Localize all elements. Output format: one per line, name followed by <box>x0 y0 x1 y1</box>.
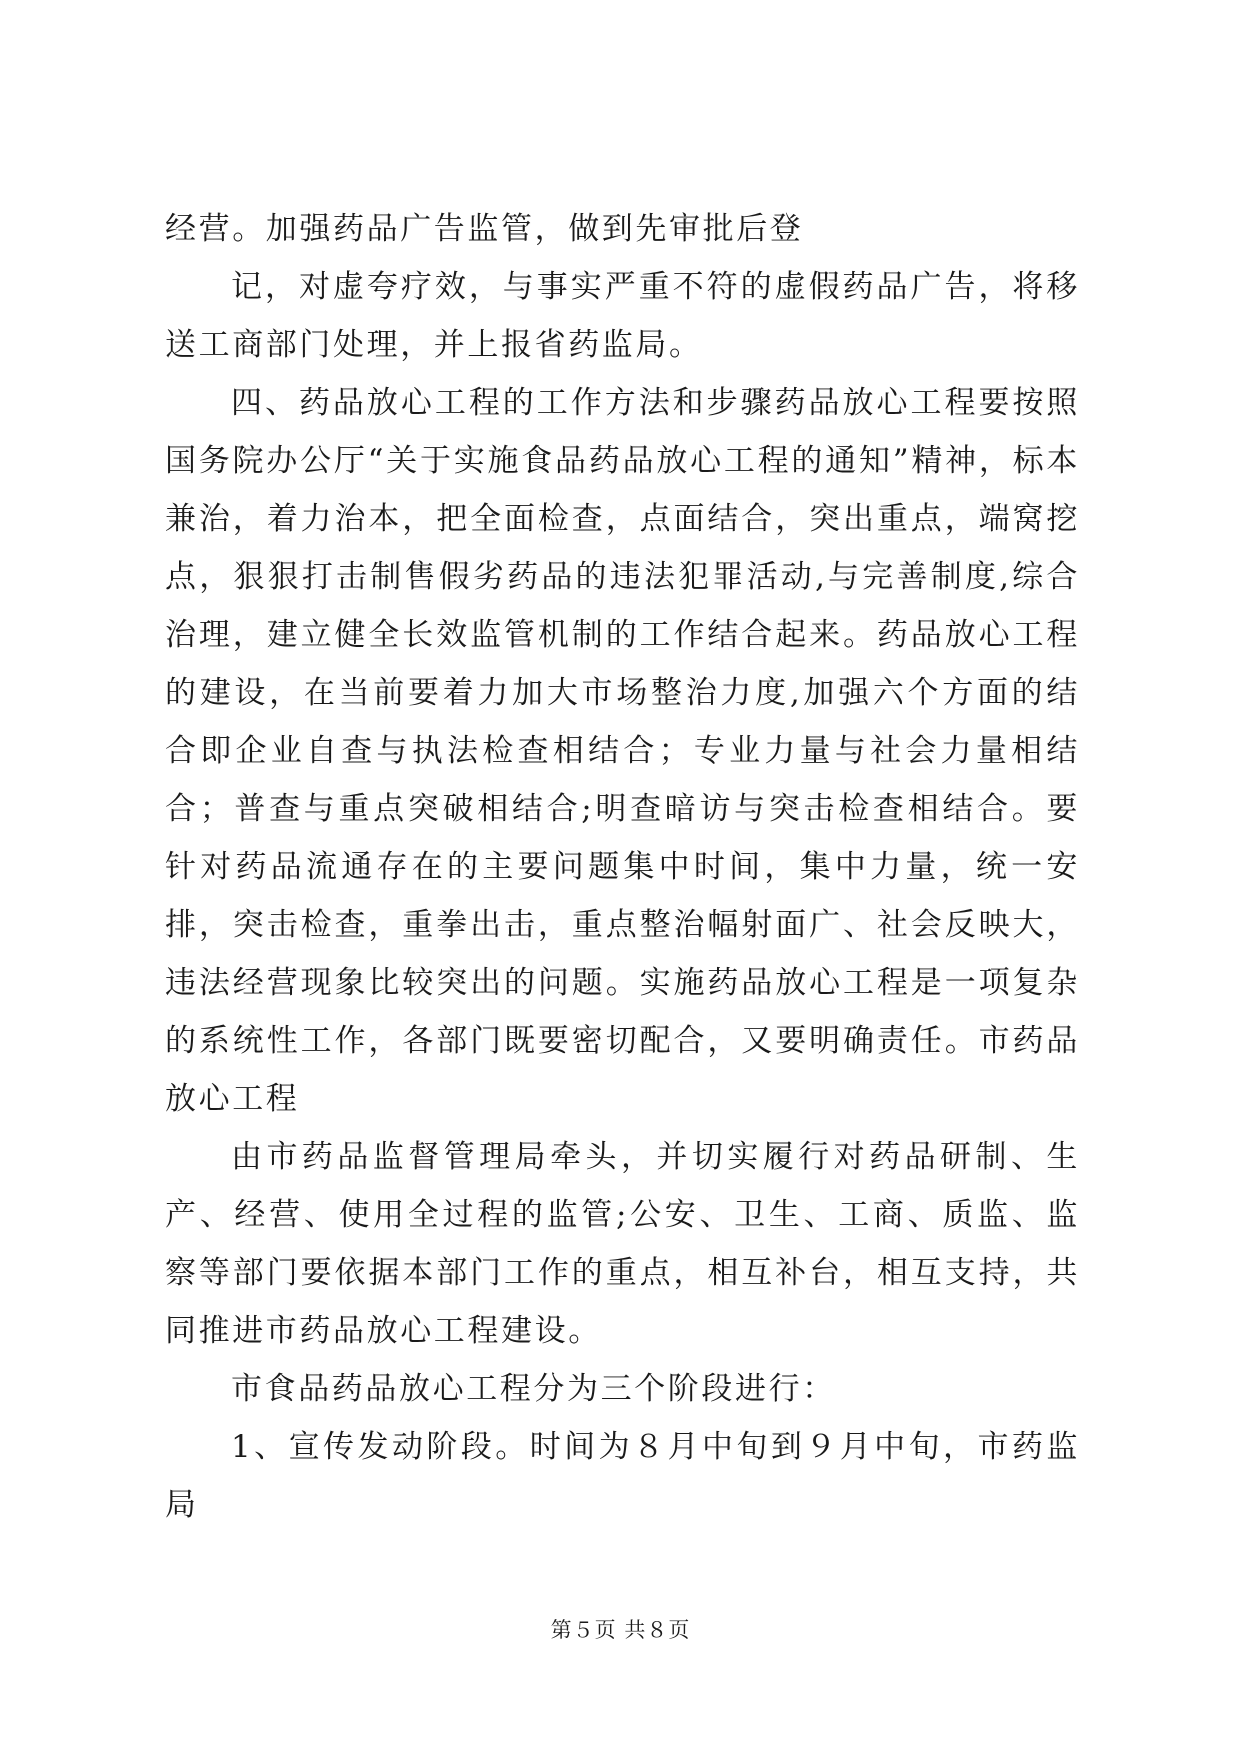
document-body <box>165 200 1080 1534</box>
page-number-footer: 第５页 共８页 <box>550 1618 691 1642</box>
paragraph-ad-supervision: 记，对虚夸疗效，与事实严重不符的虚假药品广告，将移送工商部门处理，并上报省药监局。 <box>165 269 1080 363</box>
paragraph-three-stages: 市食品药品放心工程分为三个阶段进行： <box>231 1371 836 1407</box>
paragraph-section-four: 四、药品放心工程的工作方法和步骤药品放心工程要按照国务院办公厅“关于实施食品药品放心工程的通知”精神，标本兼治，着力治本，把全面检查，点面结合，突出重点，端窝挖点，狠狠打击制售假劣药品的违法犯罪活动,与完善制度,综合治理，建立健全长效监管机制的工作结合起来。药品放心工程的建设，在当前要着力加大市场整治力度,加强六个方面的结合即企业自查与执法检查相结合；专业力量与社会力量相结合；普查与重点突破相结合;明查暗访与突击检查相结合。要针对药品流通存在的主要问题集中时间，集中力量，统一安排，突击检查，重拳出击，重点整治幅射面广、社会反映大，违法经营现象比较突出的问题。实施药品放心工程是一项复杂的系统性工作，各部门既要密切配合，又要明确责任。市药品放心工程 <box>165 385 1080 1117</box>
paragraph-lead-agency: 由市药品监督管理局牵头，并切实履行对药品研制、生产、经营、使用全过程的监管;公安、卫生、工商、质监、监察等部门要依据本部门工作的重点，相互补台，相互支持，共同推进市药品放心工程建设。 <box>165 1139 1080 1349</box>
paragraph-continuation: 经营。加强药品广告监管，做到先审批后登 <box>165 211 804 247</box>
paragraph-stage-one: 1、宣传发动阶段。时间为８月中旬到９月中旬，市药监局 <box>165 1429 1080 1523</box>
